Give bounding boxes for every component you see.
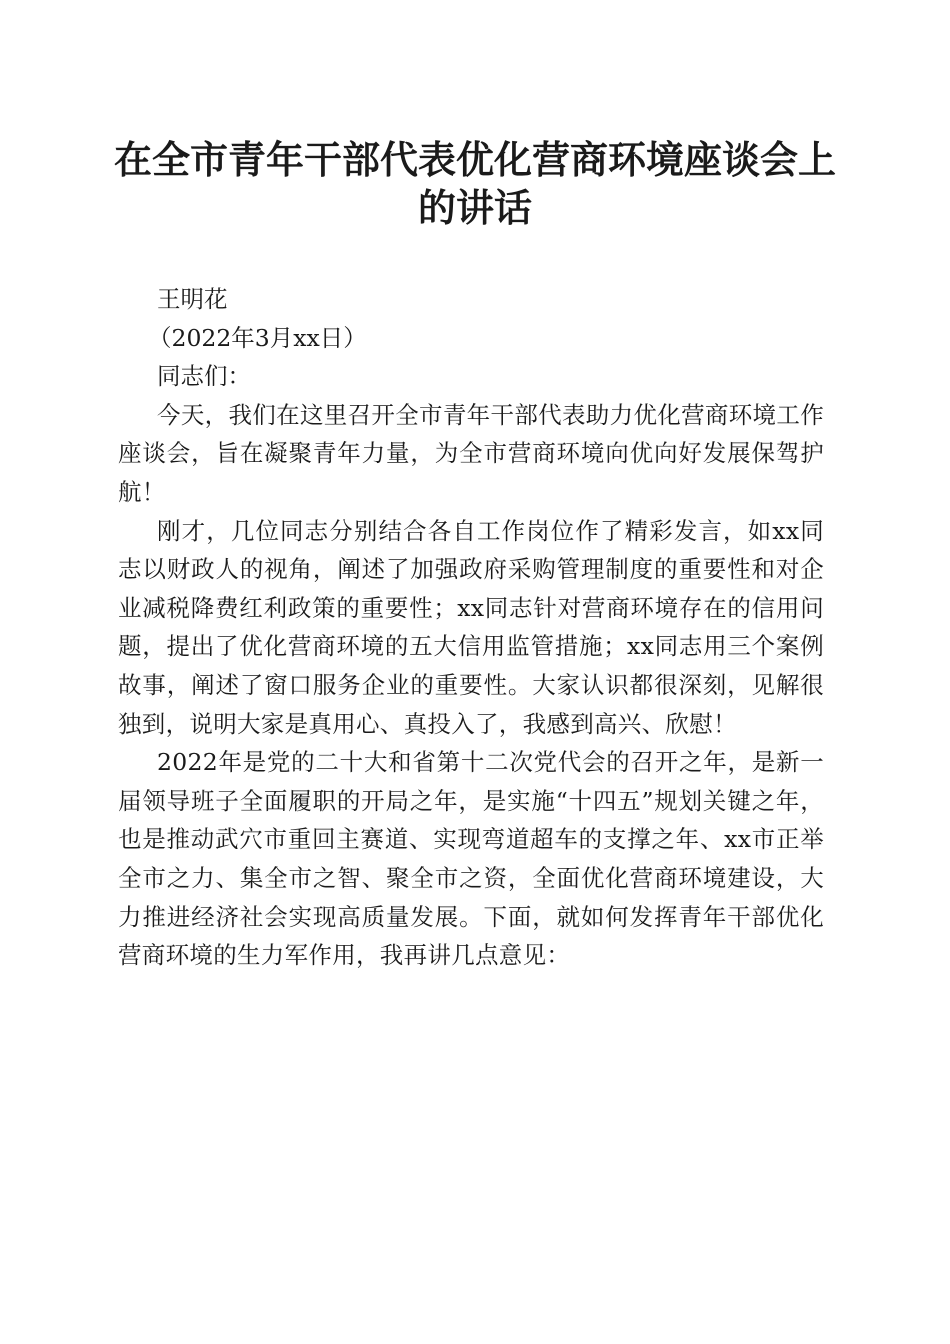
paragraph-review: 刚才，几位同志分别结合各自工作岗位作了精彩发言，如xx同志以财政人的视角，阐述了加强政府采购管理制度的重要性和对企业减税降费红利政策的重要性；xx同志针对营商环境存在的信用问题，提出了优化营商环境的五大信用监管措施；xx同志用三个案例故事，阐述了窗口服务企业的重要性。大家认识都很深刻，见解很独到，说明大家是真用心、真投入了，我感到高兴、欣慰！ [118, 516, 824, 738]
document-title: 在全市青年干部代表优化营商环境座谈会上的讲话 [113, 137, 836, 230]
paragraph-opening: 今天，我们在这里召开全市青年干部代表助力优化营商环境工作座谈会，旨在凝聚青年力量，为全市营商环境向优向好发展保驾护航！ [118, 400, 824, 506]
paragraph-context: 2022年是党的二十大和省第十二次党代会的召开之年，是新一届领导班子全面履职的开局之年，是实施“十四五”规划关键之年，也是推动武穴市重回主赛道、实现弯道超车的支撑之年、xx市正举全市之力、集全市之智、聚全市之资，全面优化营商环境建设，大力推进经济社会实现高质量发展。下面，就如何发挥青年干部优化营商环境的生力军作用，我再讲几点意见： [118, 748, 824, 970]
document-body [118, 280, 824, 975]
author-name: 王明花 [157, 285, 228, 313]
salutation: 同志们： [157, 362, 251, 391]
speech-date: （2022年3月xx日） [148, 323, 367, 352]
